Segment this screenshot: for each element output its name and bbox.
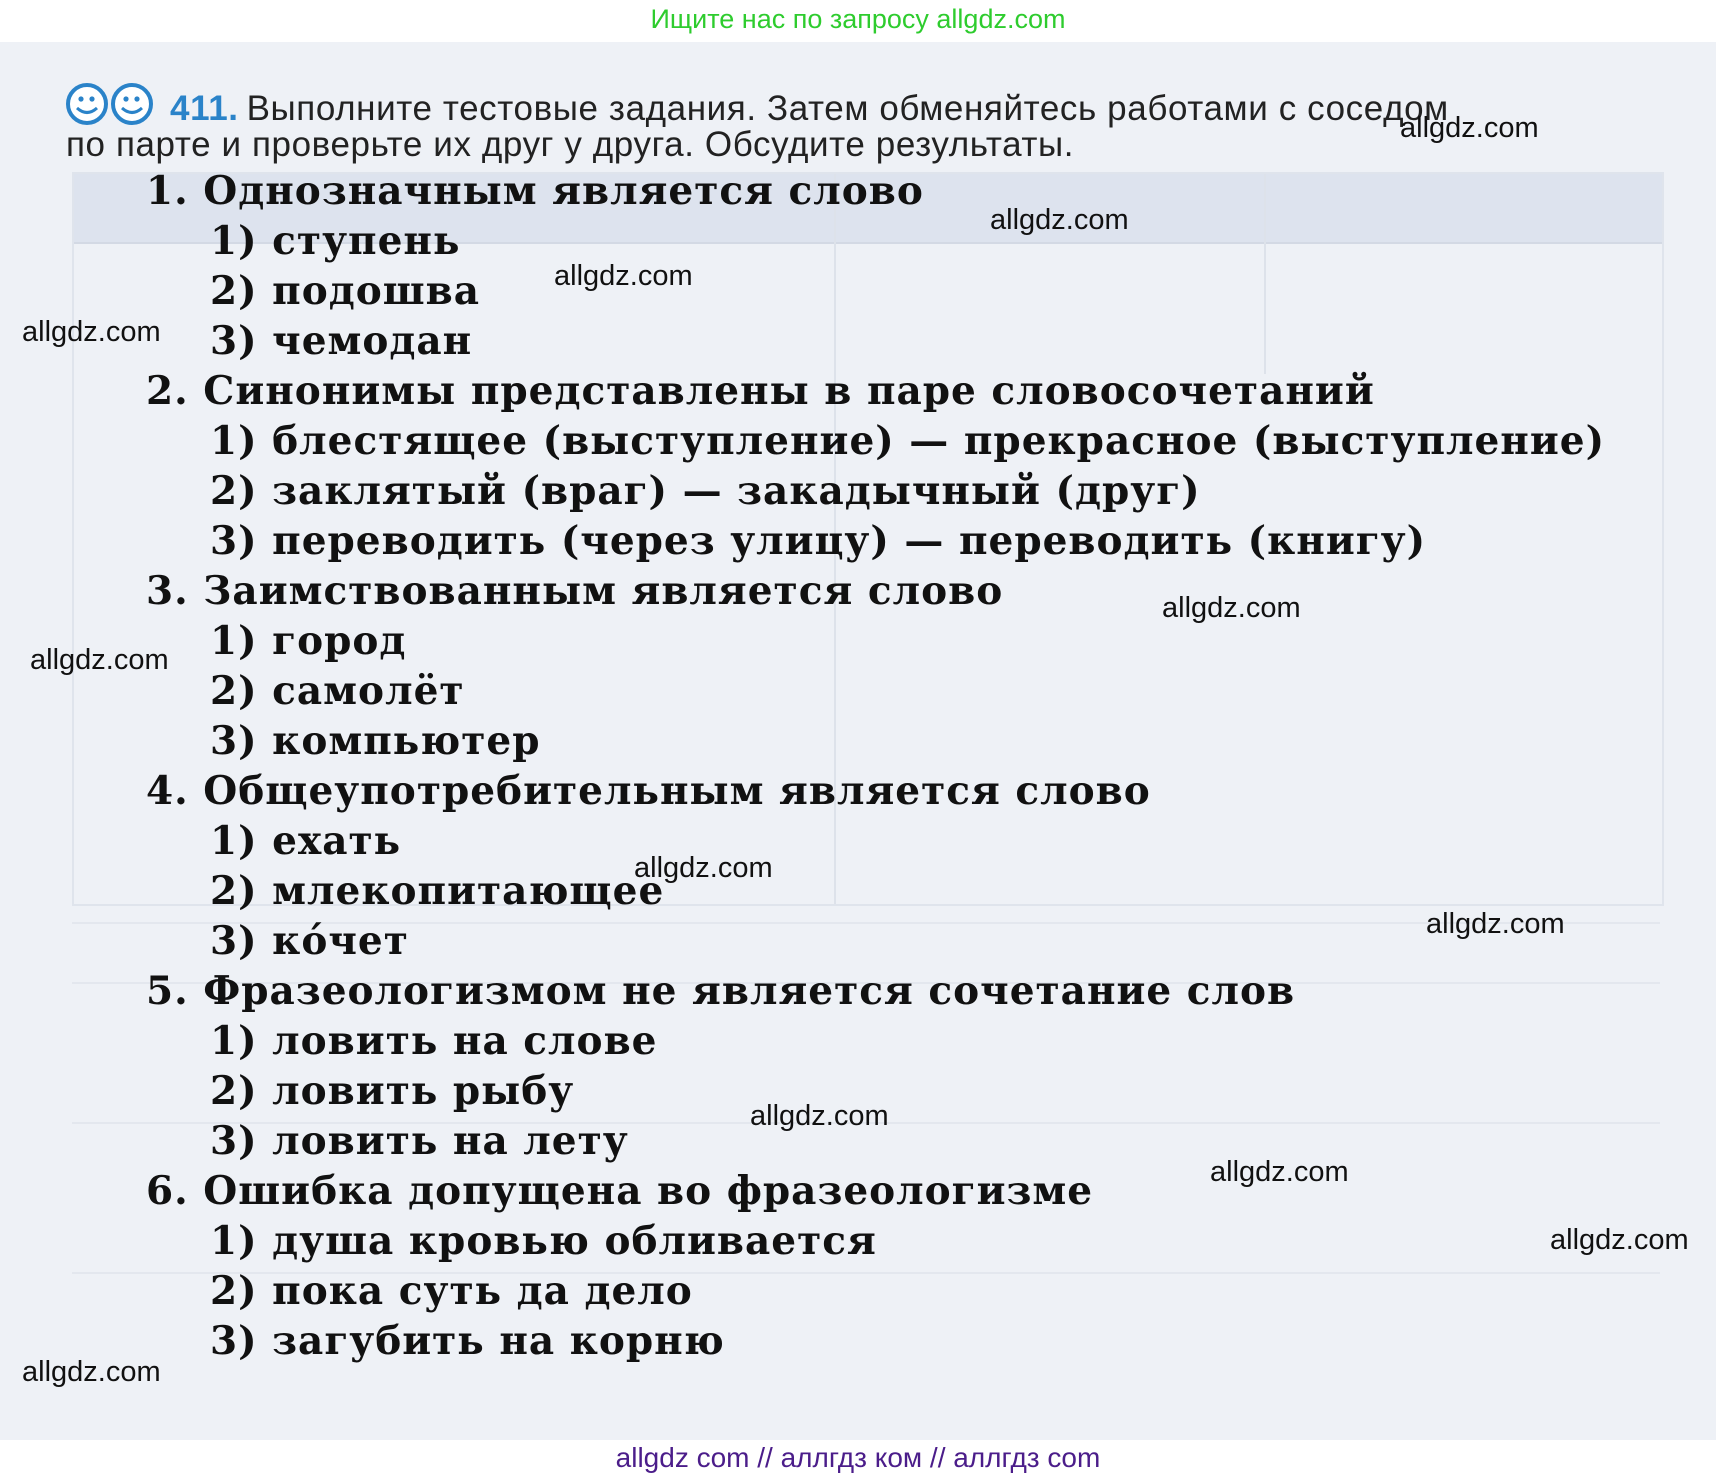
task-instruction-line-2: по парте и проверьте их друг у друга. Обсудите результаты.	[66, 125, 1075, 164]
watermark: allgdz.com	[634, 852, 773, 884]
watermark: allgdz.com	[1550, 1224, 1689, 1256]
watermark: allgdz.com	[30, 644, 169, 676]
question-1-option-2: 2) подошва	[210, 268, 481, 314]
question-4-option-2: 2) млекопитающее	[210, 868, 665, 914]
watermark: allgdz.com	[22, 316, 161, 348]
question-4: 4. Общеупотребительным является слово	[146, 768, 1151, 814]
question-3-option-3: 3) компьютер	[210, 718, 541, 764]
task-number: 411.	[170, 89, 239, 128]
question-4-option-3: 3) ко́чет	[210, 918, 409, 964]
question-5: 5. Фразеологизмом не является сочетание слов	[146, 968, 1296, 1014]
question-1: 1. Однозначным является слово	[146, 168, 924, 214]
question-1-option-1: 1) ступень	[210, 218, 461, 264]
question-2-option-2: 2) заклятый (враг) — закадычный (друг)	[210, 468, 1201, 514]
question-6: 6. Ошибка допущена во фразеологизме	[146, 1168, 1094, 1214]
question-5-option-1: 1) ловить на слове	[210, 1018, 658, 1064]
watermark: allgdz.com	[1400, 112, 1539, 144]
watermark: allgdz.com	[1426, 908, 1565, 940]
watermark: allgdz.com	[22, 1356, 161, 1388]
question-2-option-1: 1) блестящее (выступление) — прекрасное (выступление)	[210, 418, 1606, 464]
watermark: allgdz.com	[750, 1100, 889, 1132]
watermark: allgdz.com	[1162, 592, 1301, 624]
task-instruction-line-1: Выполните тестовые задания. Затем обменяйтесь работами с соседом	[246, 89, 1449, 128]
textbook-page	[0, 42, 1716, 1440]
bottom-banner: allgdz com // аллгдз ком // аллгдз com	[615, 1442, 1101, 1473]
watermark: allgdz.com	[1210, 1156, 1349, 1188]
question-2: 2. Синонимы представлены в паре словосочетаний	[146, 368, 1375, 414]
watermark: allgdz.com	[990, 204, 1129, 236]
watermark: allgdz.com	[554, 260, 693, 292]
question-3-option-2: 2) самолёт	[210, 668, 465, 714]
question-5-option-3: 3) ловить на лету	[210, 1118, 629, 1164]
question-5-option-2: 2) ловить рыбу	[210, 1068, 575, 1114]
question-4-option-1: 1) ехать	[210, 818, 402, 864]
question-6-option-1: 1) душа кровью обливается	[210, 1218, 877, 1264]
question-6-option-2: 2) пока суть да дело	[210, 1268, 693, 1314]
question-2-option-3: 3) переводить (через улицу) — переводить (книгу)	[210, 518, 1427, 564]
question-6-option-3: 3) загубить на корню	[210, 1318, 725, 1364]
question-1-option-3: 3) чемодан	[210, 318, 473, 364]
question-3-option-1: 1) город	[210, 618, 407, 664]
top-search-banner: Ищите нас по запросу allgdz.com	[650, 4, 1066, 34]
question-3: 3. Заимствованным является слово	[146, 568, 1004, 614]
